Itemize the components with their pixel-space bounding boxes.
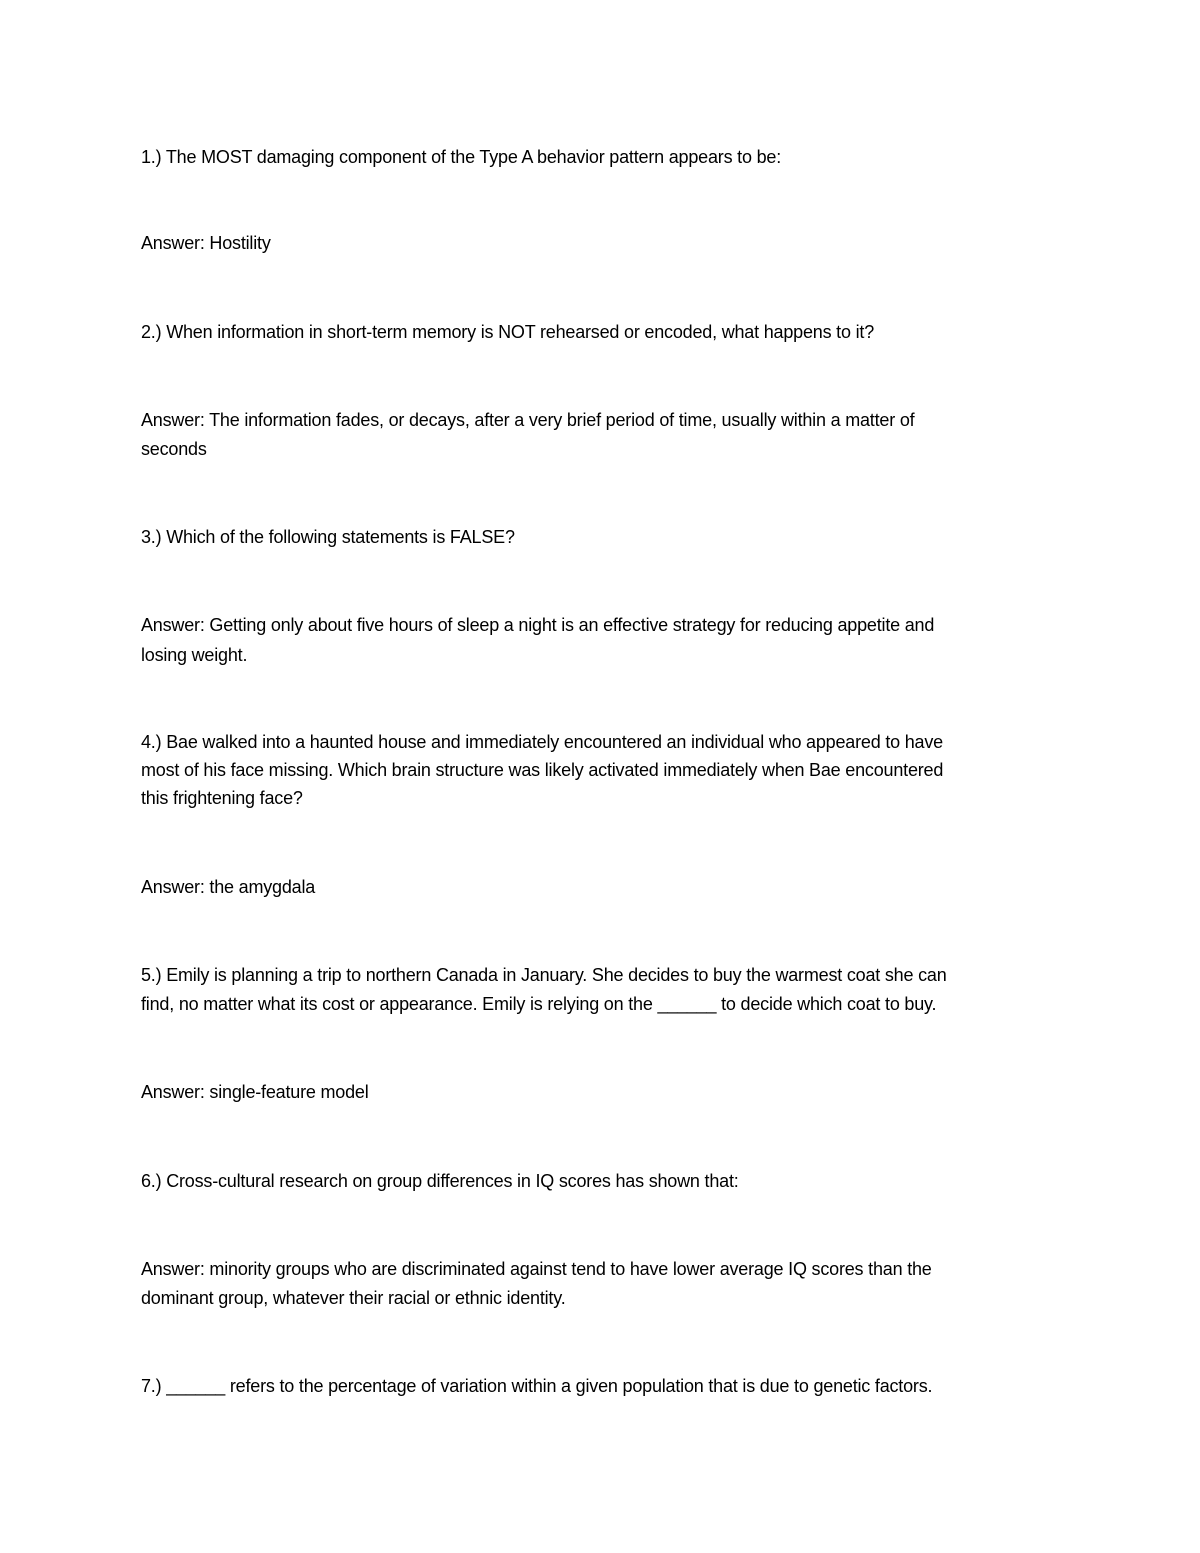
question-7: 7.) ______ refers to the percentage of variation within a given population that is due to genetic factors. xyxy=(141,1376,933,1396)
answer-1: Answer: Hostility xyxy=(141,233,271,253)
question-1: 1.) The MOST damaging component of the Type A behavior pattern appears to be: xyxy=(141,147,782,167)
question-2: 2.) When information in short-term memory is NOT rehearsed or encoded, what happens to it? xyxy=(141,322,875,342)
question-5-line-1: 5.) Emily is planning a trip to northern Canada in January. She decides to buy the warmest coat she can xyxy=(141,965,947,985)
answer-2-line-2: seconds xyxy=(141,439,207,459)
answer-3-line-1: Answer: Getting only about five hours of sleep a night is an effective strategy for reducing appetite and xyxy=(141,615,935,635)
answer-2-line-1: Answer: The information fades, or decays, after a very brief period of time, usually within a matter of xyxy=(141,410,915,430)
question-6: 6.) Cross-cultural research on group differences in IQ scores has shown that: xyxy=(141,1171,739,1191)
answer-3-line-2: losing weight. xyxy=(141,645,248,665)
answer-6-line-2: dominant group, whatever their racial or ethnic identity. xyxy=(141,1288,566,1308)
question-4-line-2: most of his face missing. Which brain structure was likely activated immediately when Bae encountered xyxy=(141,760,944,780)
question-4-line-3: this frightening face? xyxy=(141,788,303,808)
question-5-line-2: find, no matter what its cost or appearance. Emily is relying on the ______ to decide which coat to buy. xyxy=(141,994,937,1014)
answer-6-line-1: Answer: minority groups who are discriminated against tend to have lower average IQ scores than the xyxy=(141,1259,932,1279)
question-4-line-1: 4.) Bae walked into a haunted house and immediately encountered an individual who appeared to have xyxy=(141,732,943,752)
question-3: 3.) Which of the following statements is FALSE? xyxy=(141,527,515,547)
answer-4: Answer: the amygdala xyxy=(141,877,316,897)
answer-5: Answer: single-feature model xyxy=(141,1082,369,1102)
